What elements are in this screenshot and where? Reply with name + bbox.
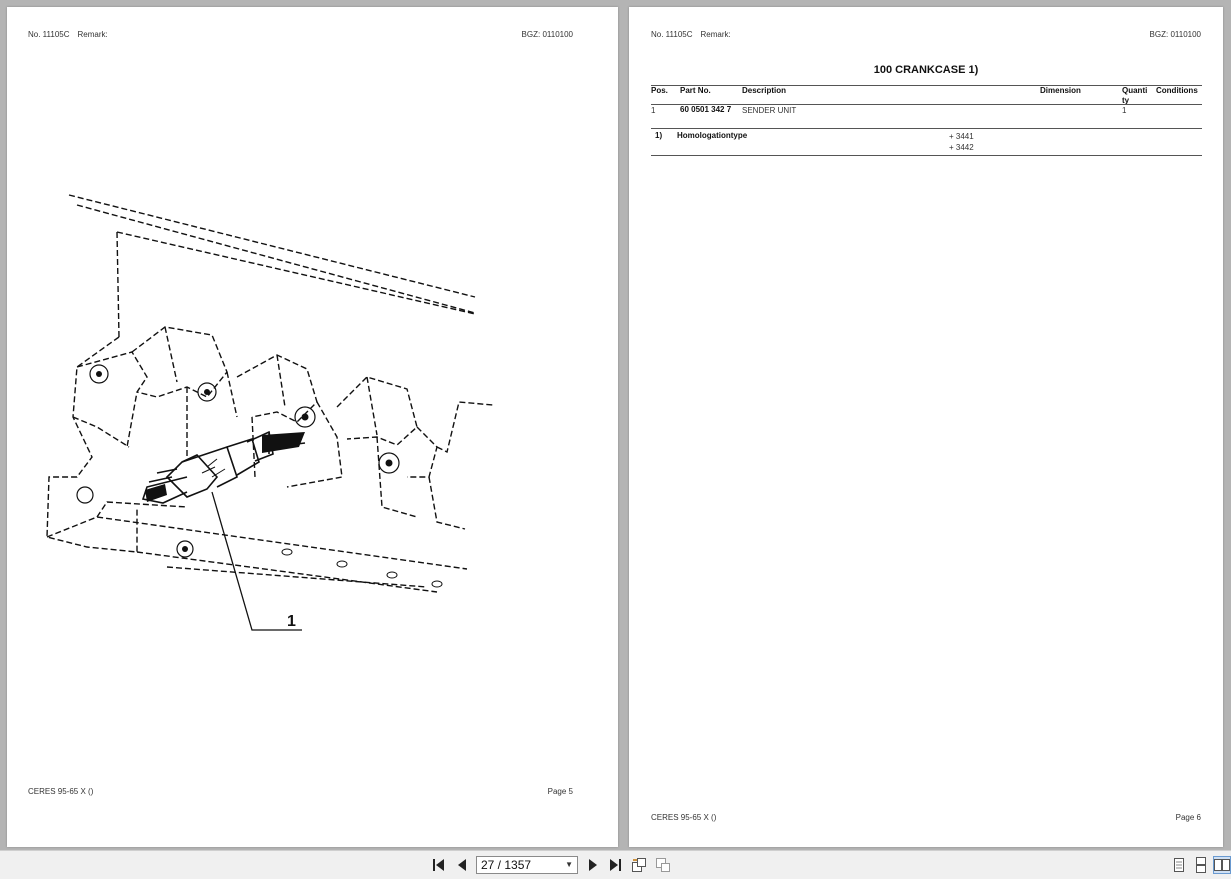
bgz-code: BGZ: 0110100 — [1149, 30, 1201, 39]
col-description: Description — [742, 86, 787, 95]
section-title: 100 CRANKCASE 1) — [873, 64, 979, 76]
page-number: Page 5 — [547, 787, 573, 796]
last-page-icon[interactable] — [607, 857, 623, 873]
col-pos: Pos. — [651, 86, 668, 95]
col-part-no: Part No. — [680, 86, 711, 95]
paste-page-icon[interactable] — [655, 857, 671, 873]
navigation-toolbar — [0, 850, 1231, 879]
callout-number: 1 — [287, 613, 296, 630]
col-quantity: Quanti ty — [1122, 86, 1148, 105]
single-page-view-icon[interactable] — [1171, 857, 1187, 873]
two-page-view-icon[interactable] — [1214, 857, 1230, 873]
page-header-left — [651, 30, 731, 39]
note-marker: 1) — [655, 131, 663, 140]
continuous-view-icon[interactable] — [1193, 857, 1209, 873]
row-part-no: 60 0501 342 7 — [680, 105, 732, 114]
page-number: Page 6 — [1175, 813, 1201, 822]
page-number-input[interactable] — [476, 856, 578, 874]
row-pos: 1 — [651, 106, 656, 115]
row-quantity: 1 — [1122, 106, 1127, 115]
table-header-rule — [651, 104, 1202, 105]
note-bottom-rule — [651, 155, 1202, 156]
bgz-code: BGZ: 0110100 — [521, 30, 573, 39]
note-value: + 3442 — [949, 143, 974, 152]
note-value: + 3441 — [949, 132, 974, 141]
catalog-number: No. 11105C — [28, 30, 70, 39]
chevron-down-icon[interactable]: ▼ — [565, 860, 573, 869]
row-description: SENDER UNIT — [742, 106, 797, 115]
next-page-icon[interactable] — [585, 857, 601, 873]
note-top-rule — [651, 128, 1202, 129]
remark-label: Remark: — [77, 30, 108, 39]
right-page — [629, 7, 1223, 847]
first-page-icon[interactable] — [431, 857, 447, 873]
remark-label: Remark: — [700, 30, 731, 39]
page-footer-left: CERES 95-65 X () — [651, 813, 717, 822]
table-top-rule — [651, 85, 1202, 86]
col-conditions: Conditions — [1156, 86, 1198, 95]
catalog-number: No. 11105C — [651, 30, 693, 39]
left-page — [7, 7, 618, 847]
copy-page-icon[interactable] — [631, 857, 647, 873]
note-label: Homologationtype — [677, 131, 748, 140]
page-indicator: 27 / 1357 — [481, 858, 532, 872]
page-header-left — [28, 30, 108, 39]
page-footer-left: CERES 95-65 X () — [28, 787, 94, 796]
col-dimension: Dimension — [1040, 86, 1081, 95]
exploded-view-drawing — [37, 177, 497, 647]
previous-page-icon[interactable] — [454, 857, 470, 873]
